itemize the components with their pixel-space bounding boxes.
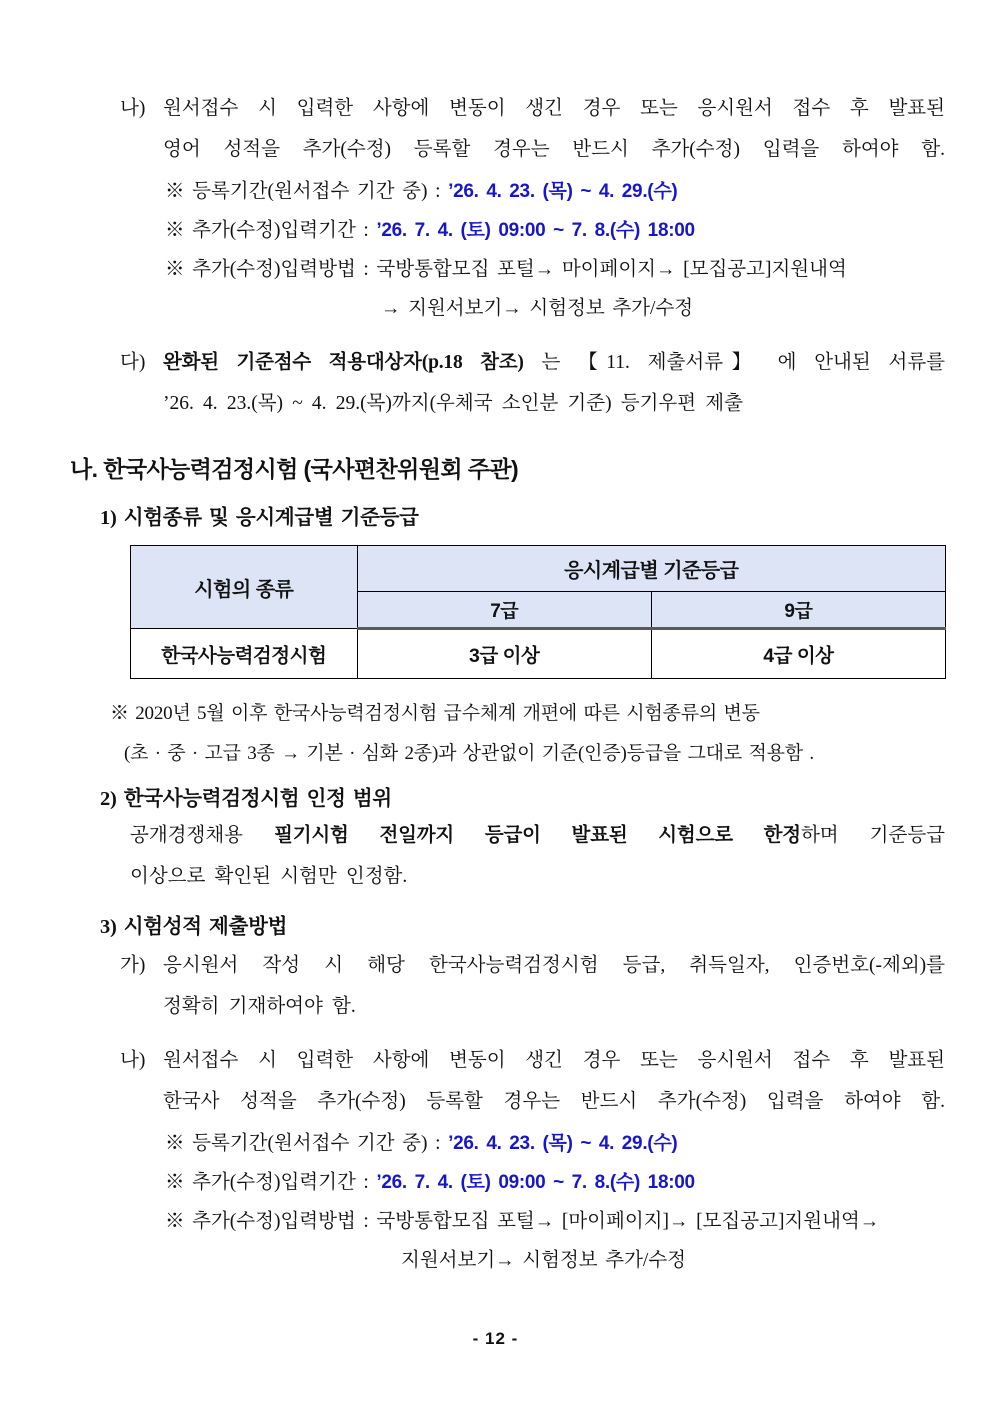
note-label: ※ 등록기간(원서접수 기간 중) : [165,181,449,202]
list-item-na-history [120,1040,945,1280]
list-item-body [163,945,945,1027]
note-list [163,1124,945,1280]
note-edit-period [165,1163,945,1202]
header-cell-exam-type: 시험의 종류 [131,546,358,629]
list-item-ga-fill-in [120,945,945,1027]
note-edit-method: ※ 추가(수정)입력방법 : 국방통합모집 포털→ [마이페이지]→ [모집공고]지원내역→ [165,1211,880,1232]
sub-heading-3: 3) 시험성적 제출방법 [100,916,288,938]
header-cell-grade7: 7급 [357,592,651,629]
note-label: ※ 추가(수정)입력기간 : [165,220,377,241]
header-cell-grade-group: 응시계급별 기준등급 [357,546,945,592]
list-marker: 가) [120,955,146,976]
note-edit-method-continued: 지원서보기→ 시험정보 추가/수정 [401,1250,687,1271]
plain-text: 하며 기준등급 [800,825,946,846]
list-marker: 나) [120,98,146,119]
section-heading-korean-history: 나. 한국사능력검정시험 (국사편찬위원회 주관) [70,456,519,482]
page-number: - 12 - [472,1329,519,1348]
paragraph-line: 정확히 기재하여야 함. [163,996,356,1017]
cell-grade9-criteria: 4급 이상 [651,629,945,679]
paragraph-line: ’26. 4. 23.(목) ~ 4. 29.(목)까지(우체국 소인분 기준) 등기우편 제출 [163,393,743,414]
note-edit-method: ※ 추가(수정)입력방법 : 국방통합모집 포털→ 마이페이지→ [모집공고]지원내역 [165,259,847,280]
paragraph-line: 한국사 성적을 추가(수정) 등록할 경우는 반드시 추가(수정) 입력을 하여야 함. [163,1091,945,1112]
paragraph-line [163,342,945,383]
paragraph-line: 영어 성적을 추가(수정) 등록할 경우는 반드시 추가(수정) 입력을 하여야 함. [163,139,945,160]
note-date-value: ’26. 7. 4. (토) 09:00 ~ 7. 8.(수) 18:00 [376,1172,695,1193]
cell-grade7-criteria: 3급 이상 [357,629,651,679]
paragraph-line: 응시원서 작성 시 해당 한국사능력검정시험 등급, 취득일자, 인증번호(-제외)를 [163,955,945,976]
cell-exam-name: 한국사능력검정시험 [131,629,358,679]
note-date-value: ’26. 4. 23. (목) ~ 4. 29.(수) [448,181,678,202]
footnote-line: ※ 2020년 5월 이후 한국사능력검정시험 급수체계 개편에 따른 시험종류의 변동 [110,703,760,724]
note-label: ※ 추가(수정)입력기간 : [165,1172,377,1193]
paragraph-line: 원서접수 시 입력한 사항에 변동이 생긴 경우 또는 응시원서 접수 후 발표된 [163,98,945,119]
note-date-value: ’26. 4. 23. (목) ~ 4. 29.(수) [448,1133,678,1154]
paragraph-line: 원서접수 시 입력한 사항에 변동이 생긴 경우 또는 응시원서 접수 후 발표된 [163,1050,945,1071]
paragraph-line: 이상으로 확인된 시험만 인정함. [130,866,408,887]
table-footnote [110,694,945,774]
note-edit-period [165,211,945,250]
note-edit-method-continued: → 지원서보기→ 시험정보 추가/수정 [381,298,694,319]
table-row [131,629,946,679]
list-marker: 나) [120,1050,146,1071]
plain-text: 는 【11. 제출서류】 에 안내된 서류를 [523,352,946,373]
header-cell-grade9: 9급 [651,592,945,629]
bold-text: 완화된 기준점수 적용대상자(p.18 참조) [163,352,524,373]
list-item-na-english [120,88,945,328]
recognition-scope-paragraph [130,815,945,897]
footnote-line: (초 · 중 · 고급 3종 → 기본 · 심화 2종)과 상관없이 기준(인증)등급을 그대로 적용함 . [124,743,814,764]
list-item-body [163,88,945,328]
sub-heading-2: 2) 한국사능력검정시험 인정 범위 [100,788,392,810]
note-registration-period [165,172,945,211]
list-marker: 다) [120,352,146,373]
note-label: ※ 등록기간(원서접수 기간 중) : [165,1133,449,1154]
sub-heading-1: 1) 시험종류 및 응시계급별 기준등급 [100,507,419,529]
table-header-row-1 [131,546,946,592]
note-list [163,172,945,328]
list-item-body [163,342,945,424]
grade-criteria-table [130,545,946,679]
bold-text: 필기시험 전일까지 등급이 발표된 시험으로 한정 [274,825,801,846]
list-item-da-relaxed [120,342,945,424]
list-item-body [163,1040,945,1280]
paragraph-line [130,815,945,856]
note-date-value: ’26. 7. 4. (토) 09:00 ~ 7. 8.(수) 18:00 [376,220,695,241]
plain-text: 공개경쟁채용 [130,825,275,846]
grade-table-wrapper [130,545,946,679]
note-registration-period [165,1124,945,1163]
